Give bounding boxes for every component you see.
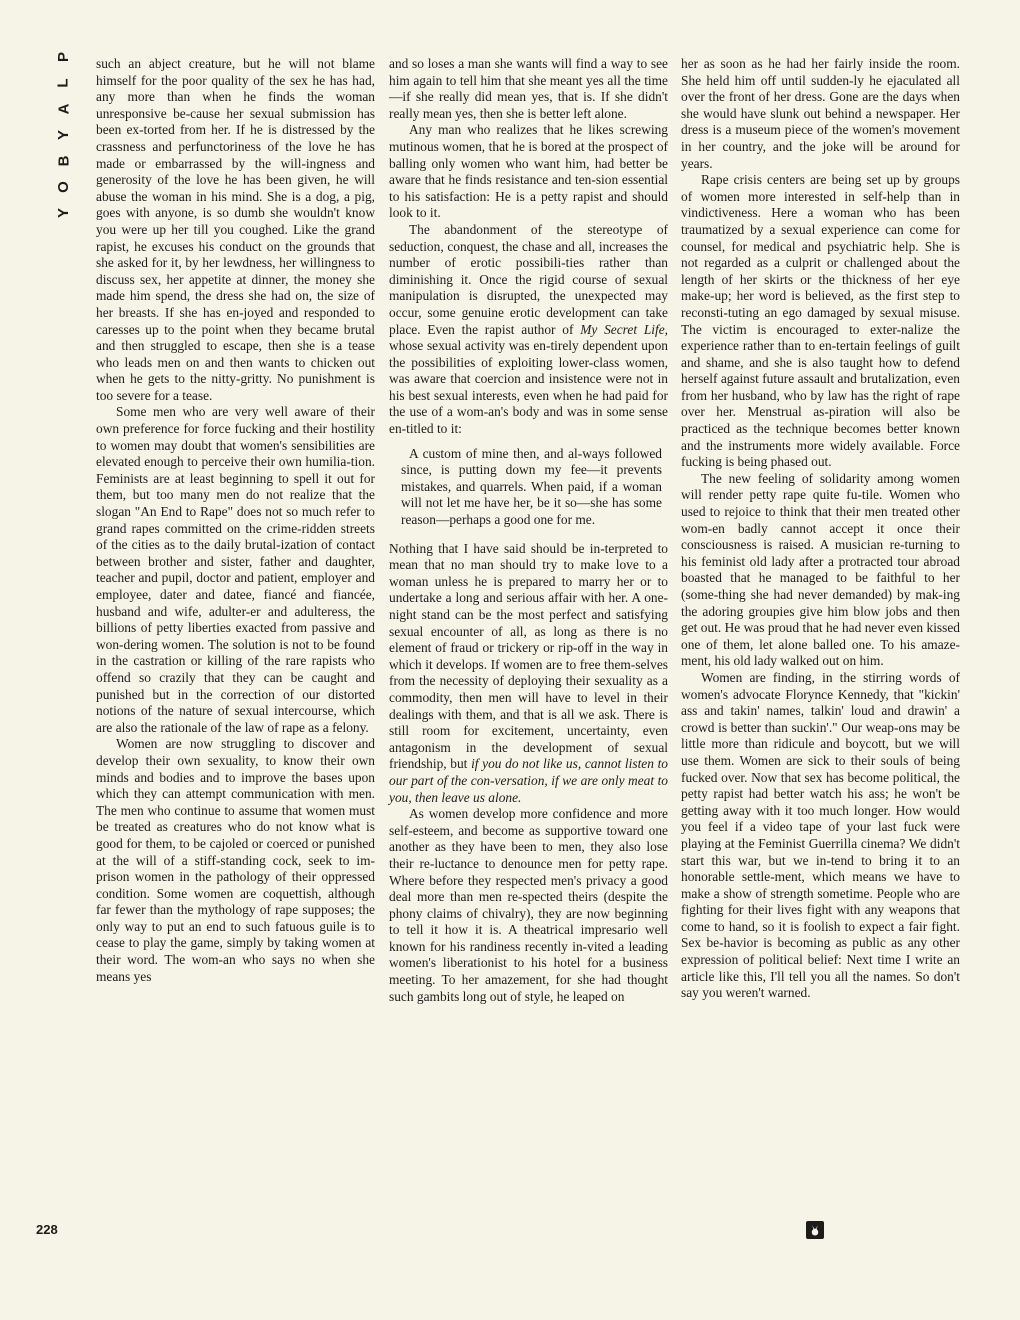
quote-text: A custom of mine then, and al-ways followed since, is putting down my fee—it prevents mistakes, and quarrels. When paid, if a woman will not let me have her, be it so—she has some reason—perhaps a good one for me. [401,445,662,528]
masthead-letter: O [54,181,72,193]
masthead-letter: A [55,103,72,115]
text-column-2 [389,56,668,1005]
paragraph: such an abject creature, but he will not blame himself for the poor quality of the sex he has had, any more than when he finds the woman unresponsive be-cause her sexual submission has been ex-torted from her. If he is distressed by the crassness and perfunctoriness of the love he has made or embarrassed by the will-ingness and generosity of the love he has been given, he will abuse the woman in his mind. She is a dog, a pig, goes with anyone, is so dumb she wouldn't know you were up her till you coughed. Like the grand rapist, he excuses his conduct on the grounds that she asked for it, by her lewdness, her willingness to discuss sex, her appetite at dinner, the money she made him spend, the dress she had on, the size of her breasts. If she has en-joyed and responded to caresses up to the point when they became brutal and then struggled to escape, then she is a tease who leads men on and then wants to chicken out when he gets to the nitty-gritty. No punishment is too severe for a tease. [96,56,375,403]
paragraph: The new feeling of solidarity among women will render petty rape quite fu-tile. Women who used to rejoice to think that their men treated other wom-en badly cannot accept it once their consciousness is raised. A musician re-turning to his feminist old lady after a protracted tour abroad boasted that he managed to be faithful to her (some-thing she had never demanded) by mak-ing the adoring groupies give him blow jobs and then get out. He was proud that he had never even kissed one of them, let alone balled one. To his amaze-ment, his old lady walked out on him. [681,470,960,669]
masthead-letter: L [54,78,72,88]
masthead-letter: Y [54,129,72,141]
block-quote [401,446,662,529]
masthead-letter: Y [54,207,72,219]
masthead-letter: B [55,155,72,167]
masthead-letter: P [54,51,72,63]
text-column-1 [96,56,375,985]
paragraph-text: Nothing that I have said should be in-terpreted to mean that no man should try to make love to a woman unless he is prepared to marry her or to undertake a long and serious affair with her. A one-night stand can be the most perfect and satisfying sexual encounter of all, as long as there is no element of fraud or trickery or rip-off in the way in which it develops. If women are to free them-selves from the necessity of deploying their sexuality as a commodity, then men will have to level in their dealings with them, and that is all we ask. There is still room for excitement, uncertainty, even antagonism in the development of sexual friendship, but [389,540,668,772]
masthead-vertical [34,44,94,224]
text-column-3 [681,56,960,1002]
paragraph: Women are finding, in the stirring words of women's advocate Florynce Kennedy, that "kickin' ass and takin' names, talkin' loud and drawin' a crowd is better than suckin'." Our weap-ons may be little more than ridicule and boycott, but we will use them. Women are sick to their souls of being fucked over. Now that sex has become political, the petty rapist had better watch his ass; he won't be getting away with it too much longer. How would you feel if a video tape of your last fuck were playing at the Feminist Guerrilla cinema? We didn't start this war, but we in-tend to bring it to an honorable settle-ment, which means we have to make a show of strength sometime. People who are fighting for their lives fight with any weapons that come to hand, so it is foolish to expect a fair fight. Sex be-havior is becoming as public as any other expression of political belief: Next time I write an article like this, I'll tell you all the names. So don't say you weren't warned. [681,669,960,1001]
paragraph [389,222,668,438]
paragraph: Any man who realizes that he likes screwing mutinous women, that he is bored at the prospect of balling only women who want him, had better be aware that he finds resistance and ten-sion essential to his satisfaction: He is a petty rapist and should look to it. [389,122,668,221]
paragraph: Some men who are very well aware of their own preference for force fucking and their hostility to women may doubt that women's sensibilities are elevated enough to perceive their own humilia-tion. Feminists are at least beginning to spell it out for them, but too many men do not realize that the slogan "An End to Rape" does not so much refer to grand rapes committed on the crime-ridden streets of the cities as to the daily brutal-ization of contact between brother and sister, father and daughter, teacher and pupil, doctor and patient, employer and employee, dater and datee, fiancé and fiancée, husband and wife, adulter-er and adulteress, the billions of petty liberties exacted from passive and won-dering women. The solution is not to be found in the castration or killing of the rare rapists who offend so crazily that they can be caught and punished but in the correction of our distorted notions of the nature of sexual intercourse, which are also the rationale of the law of rape as a felony. [96,404,375,735]
rabbit-head-end-mark-icon [806,1221,824,1239]
paragraph: and so loses a man she wants will find a way to see him again to tell him that she meant yes all the time—if she really did mean yes, that is. If she didn't really mean yes, then she is better left alone. [389,56,668,121]
paragraph: Women are now struggling to discover and develop their own sexuality, to know their own minds and bodies and to improve the bases upon which they can attempt communication with men. The men who continue to assume that women must be treated as creatures who do not know what is good for them, to be cajoled or coerced or punished at the will of a stiff-standing cock, seek to im-prison women in the pathology of their oppressed condition. Some women are coquettish, although far fewer than the mythology of rape supposes; the only way to put an end to such fatuous guile is to cease to play the game, simply by taking women at their word. The wom-an who says no when she means yes [96,736,375,984]
rabbit-head-icon [809,1224,821,1237]
italic-emphasis: if you do not like us, cannot listen to our part of the con-versation, if we are only meat to you, then leave us alone. [389,756,668,805]
paragraph: Rape crisis centers are being set up by groups of women more interested in self-help than in vindictiveness. Here a woman who has been traumatized by a sexual experience can come for counsel, for medical and psychiatric help. She is not regarded as a culprit or challenged about the length of her skirts or the thickness of her eye make-up; her word is believed, as the first step to reconsti-tuting an ego damaged by sexual misuse. The victim is encouraged to exter-nalize the experience rather than to en-tertain feelings of guilt and shame, and she is also taught how to defend herself against future assault and brutalization, even from her husband, who by law has the right of rape over her. Menstrual as-piration will also be practiced as the technique becomes better known and the instruments more widely available. Force fucking is being phased out. [681,172,960,470]
paragraph: As women develop more confidence and more self-esteem, and become as supportive toward one another as they have been to men, they also lose their re-luctance to denounce men for petty rape. Where before they respected men's privacy a good deal more than men re-spected theirs (despite the phony claims of chivalry), they are now beginning to tell it how it is. A theatrical impresario well known for his randiness recently in-vited a leading women's liberationist to his hotel for a business meeting. To her amazement, for she had thought such gambits long out of style, he leaped on [389,806,668,1004]
paragraph [389,541,668,807]
page-number: 228 [36,1222,58,1237]
book-title: My Secret Life, [580,321,668,337]
paragraph-text: whose sexual activity was en-tirely dependent upon the possibilities of exploiting lower-class women, was aware that coercion and insistence were not in his best sexual interests, even when he had paid for the use of a wom-an's body and was in some sense en-titled to it: [389,338,668,437]
paragraph-text: The abandonment of the stereotype of seduction, conquest, the chase and all, increases the number of erotic possibili-ties rather than diminishing it. Once the rigid course of sexual manipulation is disrupted, the unexpected may occur, some genuine erotic development can take place. Even the rapist author of [389,221,668,337]
paragraph: her as soon as he had her fairly inside the room. She held him off until sudden-ly he ejaculated all over the front of her dress. Gone are the days when she would have slunk out behind a newspaper. Her dress is a museum piece of the women's movement in her country, and the joke will be around for years. [681,56,960,171]
